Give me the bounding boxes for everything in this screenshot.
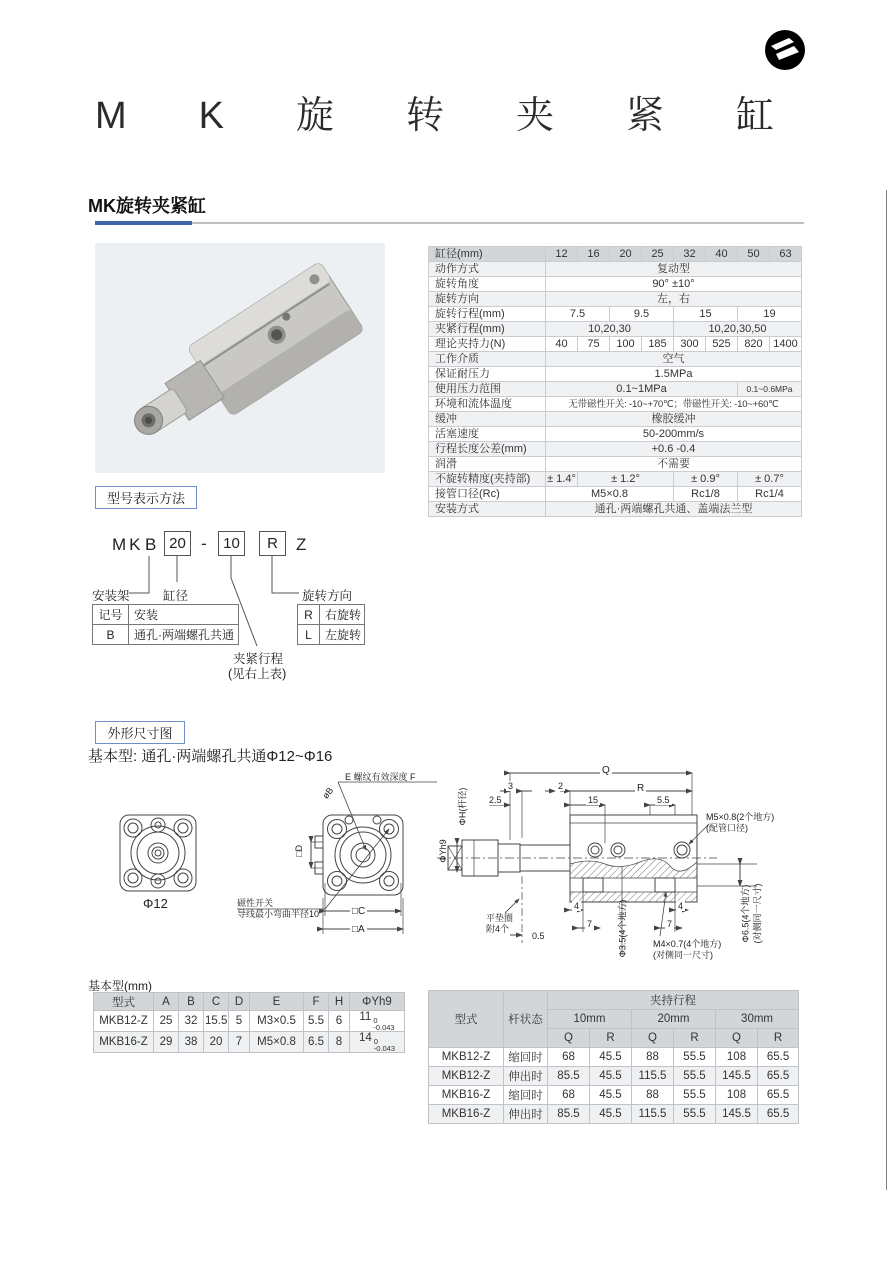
table-cell: C bbox=[204, 993, 229, 1011]
magnetic-switch-note: 磁性开关 bbox=[237, 898, 274, 908]
dimension-subtitle: 基本型: 通孔·两端螺孔共通Φ12~Φ16 bbox=[88, 748, 333, 765]
table-cell: 145.5 bbox=[716, 1067, 758, 1086]
table-cell: 缸径(mm) bbox=[429, 247, 546, 262]
view1-caption: Φ12 bbox=[143, 896, 168, 911]
table-cell: 工作介质 bbox=[429, 352, 546, 367]
table-cell: 7.5 bbox=[546, 307, 610, 322]
table-cell: 理论夹持力(N) bbox=[429, 337, 546, 352]
clamp-stroke-label: 夹紧行程 bbox=[233, 652, 284, 666]
brand-logo-icon bbox=[763, 28, 807, 72]
table-cell: 55.5 bbox=[674, 1105, 716, 1124]
table-cell: 20 bbox=[204, 1032, 229, 1053]
table-cell: 29 bbox=[154, 1032, 179, 1053]
yh9-diameter-label: ΦYh9 bbox=[438, 839, 448, 863]
hole-3-5-note: Φ3.5(4个地方) bbox=[617, 899, 628, 958]
table-cell: Q bbox=[632, 1029, 674, 1048]
bolt-circle-label: øB bbox=[320, 785, 336, 801]
product-photo bbox=[95, 243, 385, 473]
table-cell: 右旋转 bbox=[320, 605, 365, 625]
table-cell: E bbox=[250, 993, 304, 1011]
table-cell: 32 bbox=[674, 247, 706, 262]
table-cell: Q bbox=[548, 1029, 590, 1048]
table-cell: 夹紧行程(mm) bbox=[429, 322, 546, 337]
spec-table bbox=[428, 246, 802, 517]
table-cell: 7 bbox=[229, 1032, 250, 1053]
table-cell: 10,20,30,50 bbox=[674, 322, 802, 337]
table-cell: 14 0 -0.043 bbox=[350, 1032, 405, 1053]
dim-5-5-label: 5.5 bbox=[657, 795, 670, 805]
table-cell: 保证耐压力 bbox=[429, 367, 546, 382]
table-cell: 伸出时 bbox=[504, 1067, 548, 1086]
table-cell: 50-200mm/s bbox=[546, 427, 802, 442]
direction-code-table bbox=[297, 604, 365, 645]
port-size-note-2: (配管口径) bbox=[706, 823, 748, 833]
table-cell: 无带磁性开关: -10~+70℃；带磁性开关: -10~+60℃ bbox=[546, 397, 802, 412]
table-cell: 安装方式 bbox=[429, 502, 546, 517]
washer-note: 平垫圈 bbox=[486, 913, 514, 923]
table-cell: M5×0.8 bbox=[250, 1032, 304, 1053]
table-cell: 橡胶缓冲 bbox=[546, 412, 802, 427]
table-cell: 动作方式 bbox=[429, 262, 546, 277]
table-cell: MKB12-Z bbox=[429, 1048, 504, 1067]
table-cell: R bbox=[674, 1029, 716, 1048]
table-cell: A bbox=[154, 993, 179, 1011]
dimension-box-label: 外形尺寸图 bbox=[95, 721, 185, 744]
table-cell: 63 bbox=[770, 247, 802, 262]
section-divider bbox=[95, 222, 804, 224]
table-cell: 缩回时 bbox=[504, 1048, 548, 1067]
table-cell: 15 bbox=[674, 307, 738, 322]
table-cell: 90° ±10° bbox=[546, 277, 802, 292]
table-cell: 使用压力范围 bbox=[429, 382, 546, 397]
table-cell: 缩回时 bbox=[504, 1086, 548, 1105]
table-cell: 85.5 bbox=[548, 1067, 590, 1086]
table-cell: 85.5 bbox=[548, 1105, 590, 1124]
bore-label: 缸径 bbox=[163, 589, 189, 603]
table-cell: 杆状态 bbox=[504, 991, 548, 1048]
dimension-drawing bbox=[85, 758, 890, 970]
table-cell: 1.5MPa bbox=[546, 367, 802, 382]
table-cell: 108 bbox=[716, 1048, 758, 1067]
table-cell: Rc1/4 bbox=[738, 487, 802, 502]
table-cell: 活塞速度 bbox=[429, 427, 546, 442]
model-code-prefix: MK bbox=[112, 535, 144, 554]
table-cell: 0.1~0.6MPa bbox=[738, 382, 802, 397]
table-cell: 19 bbox=[738, 307, 802, 322]
lead-wire-note: 导线最小弯曲半径10 bbox=[237, 909, 320, 919]
table-cell: 空气 bbox=[546, 352, 802, 367]
direction-label: 旋转方向 bbox=[302, 589, 353, 603]
table-cell: 润滑 bbox=[429, 457, 546, 472]
table-cell: 型式 bbox=[94, 993, 154, 1011]
mount-label: 安装架 bbox=[92, 589, 130, 603]
model-code-stroke-box: 10 bbox=[218, 531, 245, 556]
table-cell: ± 1.4° bbox=[547, 472, 576, 485]
table-cell: 38 bbox=[179, 1032, 204, 1053]
table-cell: F bbox=[304, 993, 329, 1011]
table-cell: 45.5 bbox=[590, 1086, 632, 1105]
table-cell: 安装 bbox=[129, 605, 239, 625]
table-cell: 45.5 bbox=[590, 1067, 632, 1086]
table-cell: MKB12-Z bbox=[429, 1067, 504, 1086]
table-cell: 75 bbox=[578, 337, 610, 352]
model-code-mount: B bbox=[145, 535, 157, 554]
table-cell: 左，右 bbox=[546, 292, 802, 307]
table-cell: 旋转方向 bbox=[429, 292, 546, 307]
thread-depth-note: E 螺纹有效深度 F bbox=[345, 772, 416, 782]
table-cell: 50 bbox=[738, 247, 770, 262]
table-cell: Rc1/8 bbox=[674, 487, 738, 502]
model-code-suffix: Z bbox=[296, 535, 307, 554]
dim-4-right-label: 4 bbox=[678, 901, 684, 911]
basic-dimensions-table bbox=[93, 992, 405, 1053]
table-cell: 环境和流体温度 bbox=[429, 397, 546, 412]
table-cell: 旋转角度 bbox=[429, 277, 546, 292]
table-cell: 30mm bbox=[716, 1010, 799, 1029]
table-cell: 45.5 bbox=[590, 1048, 632, 1067]
table-cell: B bbox=[93, 625, 129, 645]
table-cell: 夹持行程 bbox=[548, 991, 799, 1010]
table-cell: 型式 bbox=[429, 991, 504, 1048]
port-size-note: M5×0.8(2个地方) bbox=[706, 812, 775, 822]
table-cell: 5 bbox=[229, 1011, 250, 1032]
model-code-bore-box: 20 bbox=[164, 531, 191, 556]
table-cell: R bbox=[590, 1029, 632, 1048]
washer-qty-note: 附4个 bbox=[486, 924, 510, 934]
dim-15-label: 15 bbox=[588, 795, 599, 805]
mount-code-table bbox=[92, 604, 239, 645]
a-dimension-label: □A bbox=[352, 924, 365, 935]
table-cell: R bbox=[758, 1029, 799, 1048]
section-title: MK旋转夹紧缸 bbox=[88, 196, 206, 216]
table-cell: 缓冲 bbox=[429, 412, 546, 427]
model-code-direction-box: R bbox=[259, 531, 286, 556]
table-cell: 45.5 bbox=[590, 1105, 632, 1124]
model-designation-box-label: 型号表示方法 bbox=[95, 486, 197, 509]
table-cell: ± 0.9° bbox=[674, 472, 738, 487]
c-dimension-label: □C bbox=[352, 906, 366, 917]
dim-3-label: 3 bbox=[508, 781, 514, 791]
dim-7-right-label: 7 bbox=[667, 919, 673, 929]
table-cell: 55.5 bbox=[674, 1048, 716, 1067]
table-cell: 68 bbox=[548, 1086, 590, 1105]
table-cell: 10mm bbox=[548, 1010, 632, 1029]
table-cell: 20 bbox=[610, 247, 642, 262]
table-cell: 5.5 bbox=[304, 1011, 329, 1032]
table-cell: M3×0.5 bbox=[250, 1011, 304, 1032]
table-cell: 8 bbox=[329, 1032, 350, 1053]
table-cell: MKB16-Z bbox=[429, 1105, 504, 1124]
clamp-stroke-note: (见右上表) bbox=[228, 667, 287, 681]
dim-7-left-label: 7 bbox=[587, 919, 593, 929]
table-cell: 100 bbox=[610, 337, 642, 352]
basic-table-caption: 基本型(mm) bbox=[88, 979, 152, 993]
table-cell: 185 bbox=[642, 337, 674, 352]
table-cell: 88 bbox=[632, 1086, 674, 1105]
table-cell: 不需要 bbox=[546, 457, 802, 472]
table-cell: 16 bbox=[578, 247, 610, 262]
table-cell: 通孔·两端螺孔共通、盖端法兰型 bbox=[546, 502, 802, 517]
table-cell: 12 bbox=[546, 247, 578, 262]
table-cell: 旋转行程(mm) bbox=[429, 307, 546, 322]
dim-2-label: 2 bbox=[558, 781, 564, 791]
table-cell: Q bbox=[716, 1029, 758, 1048]
table-cell: 伸出时 bbox=[504, 1105, 548, 1124]
table-cell: 65.5 bbox=[758, 1105, 799, 1124]
table-cell: 复动型 bbox=[546, 262, 802, 277]
table-cell: MKB12-Z bbox=[94, 1011, 154, 1032]
table-cell: M5×0.8 bbox=[546, 487, 674, 502]
table-cell: 820 bbox=[738, 337, 770, 352]
table-cell: L bbox=[298, 625, 320, 645]
d-dimension-label: □D bbox=[294, 845, 304, 857]
hole-6-5-note: Φ6.5(4个地方) bbox=[740, 884, 751, 943]
table-cell: 行程长度公差(mm) bbox=[429, 442, 546, 457]
table-cell: D bbox=[229, 993, 250, 1011]
m4-thread-note: M4×0.7(4个地方) bbox=[653, 939, 722, 949]
table-cell: 不旋转精度(夹持部) bbox=[429, 472, 546, 487]
table-cell: ± 1.2° bbox=[578, 472, 674, 487]
table-cell: 接管口径(Rc) bbox=[429, 487, 546, 502]
table-cell: 25 bbox=[154, 1011, 179, 1032]
table-cell: 40 bbox=[706, 247, 738, 262]
table-cell: 6 bbox=[329, 1011, 350, 1032]
table-cell: 0.1~1MPa bbox=[546, 382, 738, 397]
dim-2-5-label: 2.5 bbox=[489, 795, 502, 805]
table-cell: MKB16-Z bbox=[429, 1086, 504, 1105]
table-cell: 88 bbox=[632, 1048, 674, 1067]
table-cell: 25 bbox=[642, 247, 674, 262]
table-cell: ± 0.7° bbox=[738, 472, 802, 487]
table-cell: +0.6 -0.4 bbox=[546, 442, 802, 457]
table-cell: B bbox=[179, 993, 204, 1011]
table-cell: R bbox=[298, 605, 320, 625]
table-cell: H bbox=[329, 993, 350, 1011]
table-cell: 记号 bbox=[93, 605, 129, 625]
table-cell: 65.5 bbox=[758, 1086, 799, 1105]
table-cell: 68 bbox=[548, 1048, 590, 1067]
table-cell: 65.5 bbox=[758, 1067, 799, 1086]
table-cell: 115.5 bbox=[632, 1067, 674, 1086]
product-photo-illustration bbox=[95, 243, 385, 473]
table-cell: 108 bbox=[716, 1086, 758, 1105]
table-cell: 20mm bbox=[632, 1010, 716, 1029]
table-cell: MKB16-Z bbox=[94, 1032, 154, 1053]
table-cell: 1400 bbox=[770, 337, 802, 352]
table-cell: 300 bbox=[674, 337, 706, 352]
table-cell: 10,20,30 bbox=[546, 322, 674, 337]
table-cell: 145.5 bbox=[716, 1105, 758, 1124]
table-cell: 115.5 bbox=[632, 1105, 674, 1124]
table-cell: 32 bbox=[179, 1011, 204, 1032]
stroke-qr-table bbox=[428, 990, 799, 1124]
table-cell: 9.5 bbox=[610, 307, 674, 322]
table-cell: 左旋转 bbox=[320, 625, 365, 645]
hole-6-5-note-2: (对侧同一尺寸) bbox=[752, 883, 763, 944]
table-cell: 65.5 bbox=[758, 1048, 799, 1067]
table-cell: 55.5 bbox=[674, 1067, 716, 1086]
table-cell: 55.5 bbox=[674, 1086, 716, 1105]
table-cell: 40 bbox=[546, 337, 578, 352]
section-divider-accent bbox=[95, 221, 192, 225]
m4-thread-note-2: (对侧同一尺寸) bbox=[653, 950, 713, 960]
r-dimension-label: R bbox=[637, 783, 645, 794]
dim-0-5-label: 0.5 bbox=[532, 931, 545, 941]
table-cell: 6.5 bbox=[304, 1032, 329, 1053]
rod-diameter-label: ΦH(杆径) bbox=[457, 787, 468, 826]
page-edge-line bbox=[886, 190, 887, 1190]
table-cell: 15.5 bbox=[204, 1011, 229, 1032]
dim-4-left-label: 4 bbox=[574, 901, 580, 911]
model-code-dash: - bbox=[201, 534, 207, 553]
q-dimension-label: Q bbox=[602, 765, 610, 776]
page-title: MK旋转夹紧缸 bbox=[95, 95, 847, 137]
table-cell: 通孔·两端螺孔共通 bbox=[129, 625, 239, 645]
table-cell: 525 bbox=[706, 337, 738, 352]
table-cell: 11 0 -0.043 bbox=[350, 1011, 405, 1032]
table-cell: ΦYh9 bbox=[350, 993, 405, 1011]
